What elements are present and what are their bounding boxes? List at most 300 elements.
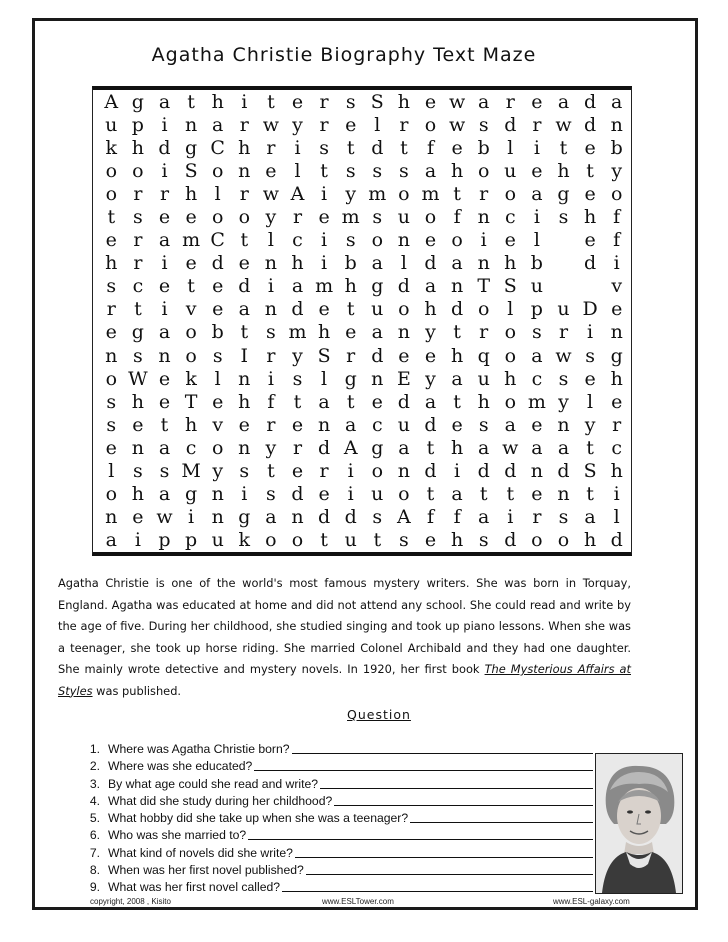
answer-line[interactable] [295, 845, 593, 858]
grid-letter: n [530, 460, 544, 483]
grid-letter: i [188, 506, 195, 529]
grid-letter: a [557, 90, 570, 113]
grid-letter: s [478, 413, 489, 436]
question-item [78, 758, 593, 775]
grid-letter: s [558, 367, 569, 390]
answer-line[interactable] [282, 879, 593, 892]
grid-letter: r [133, 252, 143, 275]
grid-letter: r [479, 182, 489, 205]
grid-letter: a [158, 90, 171, 113]
question-text: Who was she married to? [108, 828, 247, 843]
grid-letter: l [108, 460, 115, 483]
grid-letter: g [344, 367, 357, 390]
grid-letter: e [531, 413, 543, 436]
grid-letter: u [344, 529, 357, 552]
grid-letter: h [131, 136, 145, 159]
grid-letter: o [424, 206, 437, 229]
grid-letter: a [238, 298, 250, 321]
grid-letter: i [347, 483, 354, 506]
grid-letter: a [584, 506, 596, 529]
grid-letter: e [345, 321, 357, 344]
grid-letter: d [397, 390, 410, 413]
grid-letter: t [134, 298, 142, 321]
question-number: 3. [89, 776, 100, 791]
grid-letter: h [450, 529, 464, 552]
grid-letter: a [158, 436, 171, 459]
answer-line[interactable] [292, 741, 593, 754]
grid-letter: o [504, 344, 517, 367]
grid-letter: s [532, 321, 542, 344]
grid-letter [550, 252, 577, 275]
grid-letter [550, 275, 577, 298]
grid-letter: i [533, 136, 540, 159]
answer-line[interactable] [248, 827, 593, 840]
grid-letter: e [105, 229, 117, 252]
grid-letter: b [211, 321, 224, 344]
question-number: 2. [89, 759, 100, 774]
grid-letter: m [341, 206, 360, 229]
grid-letter: o [477, 298, 490, 321]
grid-letter: m [527, 390, 546, 413]
grid-letter: w [555, 344, 572, 367]
grid-letter [577, 275, 604, 298]
grid-letter: p [158, 529, 171, 552]
grid-letter: E [396, 367, 411, 390]
grid-letter: o [398, 483, 410, 506]
grid-letter: r [266, 136, 276, 159]
grid-letter: S [370, 90, 384, 113]
grid-letter: e [158, 275, 171, 298]
grid-letter: c [185, 436, 197, 459]
grid-letter: t [267, 460, 275, 483]
grid-letter: h [238, 390, 251, 413]
grid-letter: a [424, 275, 437, 298]
grid-letter: s [345, 159, 356, 182]
grid-letter: o [531, 529, 543, 552]
grid-letter: h [504, 367, 517, 390]
grid-letter: p [530, 298, 543, 321]
grid-letter: i [267, 367, 274, 390]
grid-letter: o [265, 529, 277, 552]
grid-letter: t [400, 136, 408, 159]
grid-letter: o [557, 529, 570, 552]
grid-letter: a [424, 390, 437, 413]
grid-letter: o [211, 206, 224, 229]
grid-letter: d [584, 113, 597, 136]
grid-letter: b [477, 136, 490, 159]
grid-letter: m [368, 182, 387, 205]
grid-letter: r [319, 460, 329, 483]
grid-letter: s [478, 113, 489, 136]
grid-letter: l [507, 298, 514, 321]
grid-letter: i [613, 252, 620, 275]
grid-letter: T [184, 390, 198, 413]
grid-letter: i [613, 483, 620, 506]
grid-letter: g [185, 136, 198, 159]
grid-letter: h [131, 390, 145, 413]
grid-letter: i [454, 460, 461, 483]
grid-letter: a [531, 182, 543, 205]
grid-letter: l [533, 229, 540, 252]
grid-letter: s [372, 506, 383, 529]
grid-letter: i [294, 136, 301, 159]
answer-line[interactable] [306, 862, 593, 875]
grid-letter: D [582, 298, 598, 321]
grid-letter: y [611, 159, 623, 182]
question-item [78, 862, 593, 879]
grid-letter: M [181, 460, 201, 483]
grid-letter: e [185, 206, 197, 229]
grid-letter: h [184, 413, 198, 436]
grid-letter: d [557, 460, 570, 483]
question-text: When was her first novel published? [108, 863, 304, 878]
grid-letter: e [584, 136, 596, 159]
grid-letter: r [346, 344, 356, 367]
grid-letter: s [106, 275, 117, 298]
grid-letter: n [610, 321, 623, 344]
grid-letter: o [398, 298, 410, 321]
grid-letter: t [346, 390, 355, 413]
grid-letter: e [584, 229, 596, 252]
grid-letter: y [292, 344, 303, 367]
grid-letter: i [507, 506, 514, 529]
grid-letter: c [371, 413, 383, 436]
grid-letter: t [267, 90, 275, 113]
grid-letter: h [583, 206, 597, 229]
grid-letter: a [504, 413, 516, 436]
grid-letter: C [210, 229, 225, 252]
grid-letter: e [424, 529, 437, 552]
grid-letter: r [133, 229, 143, 252]
grid-letter: e [291, 413, 304, 436]
grid-letter: h [583, 529, 597, 552]
grid-letter: t [586, 483, 594, 506]
grid-letter: o [211, 436, 224, 459]
grid-letter: e [424, 229, 437, 252]
grid-letter: e [611, 390, 623, 413]
grid-letter: e [132, 506, 144, 529]
grid-letter: e [132, 413, 144, 436]
grid-letter: n [105, 506, 118, 529]
grid-letter: m [421, 182, 440, 205]
grid-letter: i [480, 229, 487, 252]
grid-letter: k [185, 367, 197, 390]
grid-letter: a [451, 252, 463, 275]
question-number: 5. [89, 811, 100, 826]
grid-letter: e [531, 483, 543, 506]
grid-letter: s [558, 206, 569, 229]
portrait-photo-icon [596, 754, 682, 893]
question-number: 4. [89, 793, 100, 808]
grid-letter: e [158, 390, 171, 413]
grid-letter: e [185, 252, 197, 275]
grid-letter: h [344, 275, 357, 298]
grid-letter: r [266, 344, 276, 367]
grid-letter: A [290, 182, 305, 205]
grid-letter: n [211, 483, 224, 506]
footer-copyright: copyright, 2008 , Kisito [90, 897, 171, 906]
grid-letter: t [586, 436, 594, 459]
question-text: What was her first novel called? [108, 880, 281, 895]
grid-letter: s [133, 344, 143, 367]
grid-letter: o [610, 182, 623, 205]
grid-letter: i [347, 460, 354, 483]
footer-link-esl-galaxy[interactable]: www.ESL-galaxy.com [553, 897, 630, 906]
grid-letter: n [291, 506, 304, 529]
grid-letter: w [262, 113, 280, 136]
grid-letter: e [291, 90, 304, 113]
grid-letter: r [292, 206, 303, 229]
grid-letter: g [557, 182, 570, 205]
grid-letter: n [211, 506, 224, 529]
grid-letter: f [426, 506, 435, 529]
grid-letter: a [611, 90, 623, 113]
grid-letter: S [583, 460, 597, 483]
grid-letter: h [610, 460, 623, 483]
grid-letter: n [238, 436, 251, 459]
grid-letter: n [397, 321, 411, 344]
grid-letter: r [558, 321, 569, 344]
answer-line[interactable] [320, 776, 593, 789]
grid-letter: t [373, 529, 382, 552]
grid-letter: a [291, 275, 304, 298]
grid-letter: u [211, 529, 224, 552]
grid-letter: y [345, 182, 357, 205]
grid-letter: e [371, 390, 383, 413]
grid-letter: o [105, 483, 118, 506]
grid-letter: l [214, 182, 221, 205]
grid-letter: i [533, 206, 540, 229]
grid-letter: w [156, 506, 173, 529]
letter-grid [98, 90, 630, 552]
question-text: What hobby did she take up when she was a teenager? [108, 811, 409, 826]
grid-letter: t [107, 206, 116, 229]
grid-letter: A [397, 506, 411, 529]
grid-letter: d [610, 529, 623, 552]
grid-letter: m [182, 229, 201, 252]
grid-letter: g [371, 436, 384, 459]
grid-letter: i [241, 483, 248, 506]
question-heading: Question [347, 707, 411, 722]
grid-letter: n [131, 436, 145, 459]
grid-letter: w [448, 90, 466, 113]
grid-letter: m [288, 321, 307, 344]
grid-letter: t [453, 321, 461, 344]
grid-letter: g [185, 483, 198, 506]
grid-letter: a [265, 506, 277, 529]
grid-letter: m [315, 275, 334, 298]
grid-letter: e [451, 136, 463, 159]
answer-line[interactable] [254, 758, 593, 771]
grid-letter: e [424, 90, 437, 113]
grid-letter: o [211, 159, 224, 182]
grid-letter: t [346, 136, 355, 159]
grid-letter: f [267, 390, 275, 413]
grid-letter: u [371, 483, 384, 506]
grid-letter: t [479, 483, 488, 506]
grid-letter: s [159, 460, 170, 483]
grid-letter: s [345, 229, 356, 252]
grid-letter: t [346, 298, 355, 321]
grid-letter: y [212, 460, 224, 483]
grid-letter: a [531, 344, 543, 367]
grid-letter: i [161, 159, 168, 182]
grid-letter: c [292, 229, 303, 252]
grid-letter: o [105, 159, 118, 182]
grid-letter [550, 229, 577, 252]
grid-letter: h [450, 344, 464, 367]
grid-letter: e [504, 229, 516, 252]
grid-letter: u [105, 113, 118, 136]
question-item [78, 741, 593, 758]
grid-letter: d [211, 252, 224, 275]
grid-letter: n [450, 275, 464, 298]
grid-letter: f [453, 506, 461, 529]
question-item [78, 793, 593, 810]
grid-letter: p [131, 113, 144, 136]
grid-letter: r [532, 506, 542, 529]
question-text: Where was Agatha Christie born? [108, 742, 290, 756]
grid-letter: a [318, 390, 330, 413]
grid-letter: w [555, 113, 572, 136]
grid-letter: t [453, 390, 461, 413]
grid-letter: u [530, 275, 544, 298]
question-number: 8. [89, 863, 100, 878]
grid-letter: t [586, 159, 594, 182]
grid-letter: a [478, 90, 490, 113]
grid-letter: h [211, 90, 224, 113]
grid-letter: a [371, 252, 383, 275]
grid-letter: e [531, 159, 543, 182]
grid-letter: t [320, 159, 328, 182]
grid-letter: s [319, 136, 329, 159]
grid-letter: n [557, 413, 570, 436]
grid-letter: e [318, 298, 330, 321]
grid-letter: a [158, 229, 171, 252]
grid-letter: y [584, 413, 596, 436]
grid-letter: s [133, 460, 143, 483]
grid-letter: o [371, 460, 384, 483]
grid-letter: f [453, 206, 461, 229]
grid-letter: l [587, 390, 594, 413]
grid-letter: a [398, 436, 410, 459]
biography-paragraph [58, 573, 631, 702]
grid-letter: i [267, 275, 274, 298]
grid-letter: a [345, 413, 357, 436]
grid-letter: u [397, 206, 411, 229]
grid-letter: v [611, 275, 623, 298]
grid-letter: o [451, 229, 463, 252]
grid-letter: q [477, 344, 490, 367]
grid-letter: y [292, 113, 303, 136]
grid-letter: e [158, 367, 171, 390]
question-item [78, 827, 593, 844]
grid-letter: d [424, 413, 437, 436]
grid-letter: t [426, 483, 435, 506]
grid-letter: o [477, 159, 490, 182]
grid-letter: i [321, 252, 328, 275]
grid-letter: c [611, 436, 623, 459]
grid-letter: d [504, 113, 517, 136]
grid-letter: r [399, 113, 409, 136]
grid-letter: a [158, 321, 171, 344]
grid-letter: a [478, 506, 490, 529]
grid-letter: s [345, 90, 356, 113]
grid-letter: T [477, 275, 491, 298]
grid-letter: n [317, 413, 331, 436]
footer-link-esltower[interactable]: www.ESLTower.com [322, 897, 394, 906]
grid-letter: e [212, 275, 224, 298]
grid-letter: s [478, 529, 489, 552]
worksheet-title: Agatha Christie Biography Text Maze [151, 44, 537, 66]
grid-letter: n [264, 298, 278, 321]
grid-letter: w [262, 182, 280, 205]
grid-letter: v [212, 413, 224, 436]
grid-letter: n [371, 367, 384, 390]
question-number: 1. [89, 742, 100, 756]
grid-letter: e [531, 90, 543, 113]
grid-letter: e [345, 113, 357, 136]
grid-letter: e [238, 413, 250, 436]
grid-letter: i [587, 321, 594, 344]
grid-letter: g [238, 506, 251, 529]
grid-letter: d [291, 298, 304, 321]
grid-letter: s [292, 367, 303, 390]
grid-letter: w [448, 113, 466, 136]
question-text: What kind of novels did she write? [108, 845, 293, 860]
grid-letter: r [532, 113, 542, 136]
grid-letter: r [239, 182, 249, 205]
grid-letter: g [371, 275, 384, 298]
grid-letter: e [212, 298, 224, 321]
grid-letter: g [610, 344, 623, 367]
grid-letter: r [106, 298, 116, 321]
grid-letter: r [133, 182, 143, 205]
grid-letter: h [238, 136, 251, 159]
grid-letter: d [318, 506, 331, 529]
grid-letter: s [266, 321, 276, 344]
grid-letter: p [185, 529, 198, 552]
grid-letter: y [265, 206, 277, 229]
grid-letter: a [557, 436, 570, 459]
grid-letter: i [161, 252, 168, 275]
grid-letter: r [505, 90, 515, 113]
grid-letter: S [317, 344, 331, 367]
answer-line[interactable] [334, 793, 593, 806]
grid-letter: i [321, 229, 328, 252]
grid-letter: s [266, 483, 276, 506]
grid-letter: l [613, 506, 620, 529]
grid-letter: h [291, 252, 304, 275]
grid-letter: n [238, 159, 251, 182]
grid-letter: o [424, 113, 437, 136]
grid-letter: h [557, 159, 570, 182]
grid-letter: b [344, 252, 357, 275]
grid-letter: n [158, 344, 171, 367]
grid-letter: A [104, 90, 119, 113]
grid-letter: o [398, 182, 410, 205]
grid-letter: s [558, 506, 569, 529]
grid-letter: e [584, 367, 596, 390]
grid-letter: s [212, 344, 223, 367]
grid-letter: d [584, 90, 597, 113]
grid-letter: e [291, 460, 304, 483]
answer-line[interactable] [410, 810, 593, 823]
grid-letter: u [371, 298, 384, 321]
grid-letter: t [187, 90, 195, 113]
grid-letter: d [371, 344, 384, 367]
grid-letter: u [477, 367, 490, 390]
